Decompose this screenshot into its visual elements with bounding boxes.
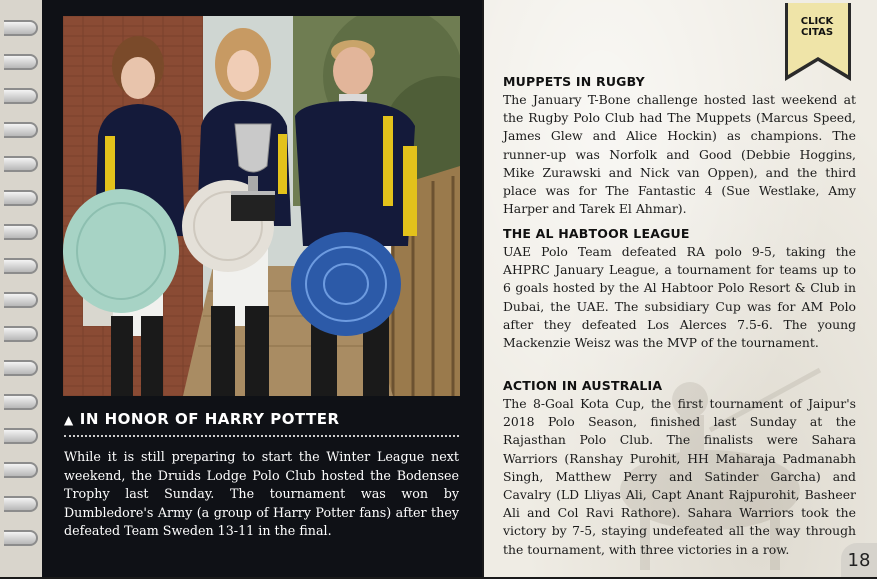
caption-title-text: IN HONOR OF HARRY POTTER	[79, 410, 340, 428]
binding-ring	[4, 54, 38, 70]
article-title: MUPPETS IN RUGBY	[503, 74, 645, 89]
caption-title	[64, 410, 459, 428]
binding-ring	[4, 224, 38, 240]
article-australia	[503, 378, 856, 559]
article-body: The January T-Bone challenge hosted last weekend at the Rugby Polo Club had The Muppets (Marcus Speed, James Glew and Alice Hockin) as champions. The runner-up was Norfolk and Good (Debbie Hoggins, Mike Zurawski and Nick van Oppen), and the third place was for The Fantastic 4 (Sue Westlake, Amy Harper and Tarek El Ahmar).	[503, 92, 856, 217]
binding-ring	[4, 292, 38, 308]
team-photo[interactable]	[63, 16, 460, 396]
triangle-up-icon: ▲	[64, 413, 74, 427]
binding-ring	[4, 530, 38, 546]
article-title: ACTION IN AUSTRALIA	[503, 378, 663, 393]
article-muppets	[503, 74, 856, 218]
click-citas-ribbon[interactable]	[785, 3, 851, 81]
binding-ring	[4, 156, 38, 172]
binding-ring	[4, 258, 38, 274]
article-body: UAE Polo Team defeated RA polo 9-5, taking the AHPRC January League, a tournament for teams up to 6 goals hosted by the Al Habtoor Polo Resort & Club in Dubai, the UAE. The subsidiary Cup was for AM Polo after they defeated Los Alerces 7.5-6. The young Mackenzie Weisz was the MVP of the tournament.	[503, 244, 856, 351]
click-citas-button[interactable]: CLICK CITAS	[800, 16, 834, 38]
article-title: THE AL HABTOOR LEAGUE	[503, 226, 690, 241]
article-al-habtoor	[503, 226, 856, 352]
binding-ring	[4, 20, 38, 36]
binding-ring	[4, 326, 38, 342]
caption-body: While it is still preparing to start the Winter League next weekend, the Druids Lodge Polo Club hosted the Bodensee Trophy last Sunday. The tournament was won by Dumbledore's Army (a group of Harry Potter fans) after they defeated Team Sweden 13-11 in the final.	[64, 449, 459, 538]
binding-ring	[4, 360, 38, 376]
spiral-binding	[0, 0, 43, 577]
binding-ring	[4, 88, 38, 104]
binding-ring	[4, 122, 38, 138]
dotted-divider	[64, 435, 459, 437]
binding-ring	[4, 190, 38, 206]
binding-ring	[4, 394, 38, 410]
page-number: 18	[841, 543, 877, 577]
binding-ring	[4, 428, 38, 444]
binding-ring	[4, 462, 38, 478]
binding-ring	[4, 496, 38, 512]
article-body: The 8-Goal Kota Cup, the first tournament of Jaipur's 2018 Polo Season, finished last Sunday at the Rajasthan Polo Club. The finalists were Sahara Warriors (Ranshay Purohit, HH Maharaja Padmanabh Singh, Matthew Perry and Satinder Garcha) and Cavalry (LD Lliyas Ali, Capt Anant Rajpurohit, Basheer Ali and Col Ravi Rathore). Sahara Warriors took the victory by 7-5, staying undefeated all the way through the tournament, with three victories in a row.	[503, 396, 856, 557]
